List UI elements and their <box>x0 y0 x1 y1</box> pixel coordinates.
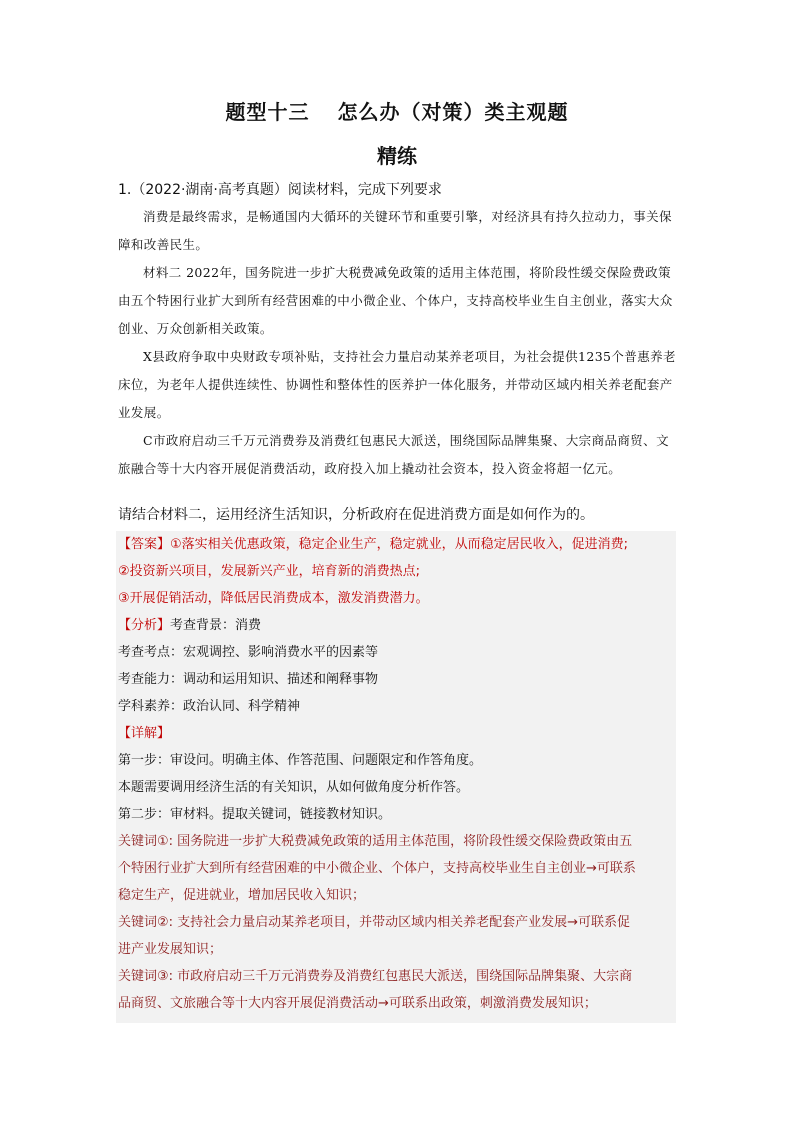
analysis-literacy: 学科素养：政治认同、科学精神 <box>118 699 301 714</box>
question-heading: 1.（2022·湖南·高考真题）阅读材料，完成下列要求 <box>118 182 442 198</box>
answer-line-2: ②投资新兴项目，发展新兴产业，培育新的消费热点; <box>118 564 421 579</box>
answer-text-1: ①落实相关优惠政策，稳定企业生产，稳定就业，从而稳定居民收入，促进消费; <box>170 537 629 552</box>
analysis-tag: 【分析】 <box>118 618 171 633</box>
answer-line-3: ③开展促销活动，降低居民消费成本，激发消费潜力。 <box>118 591 429 606</box>
page-subtitle: 精练 <box>377 144 417 168</box>
keyword-3-line-b: 品商贸、文旅融合等十大内容开展促消费活动→可联系出政策，刺激消费发展知识； <box>118 996 597 1011</box>
keyword-3-line-a: 关键词③: 市政府启动三千万元消费券及消费红包惠民大派送，围绕国际品牌集聚、大宗商 <box>118 969 633 984</box>
answer-tag: 【答案】 <box>118 537 171 552</box>
page-title <box>0 96 794 125</box>
detail-step1: 第一步：审设问。明确主体、作答范围、问题限定和作答角度。 <box>118 753 483 768</box>
material-paragraph-4: C市政府启动三千万元消费券及消费红包惠民大派送，围绕国际品牌集聚、大宗商品商贸、文旅融合等十大内容开展促消费活动，政府投入加上撬动社会资本，投入资金将超一亿元。 <box>118 433 669 476</box>
analysis-ability: 考查能力：调动和运用知识、描述和阐释事物 <box>118 672 379 687</box>
detail-tag: 【详解】 <box>118 726 171 741</box>
keyword-2-line-b: 进产业发展知识； <box>118 942 223 957</box>
question-prompt: 请结合材料二，运用经济生活知识，分析政府在促进消费方面是如何作为的。 <box>118 507 594 523</box>
analysis-line-1 <box>118 612 674 639</box>
detail-step1-note: 本题需要调用经济生活的有关知识，从如何做角度分析作答。 <box>118 780 470 795</box>
keyword-1-line-b: 个特困行业扩大到所有经营困难的中小微企业、个体户，支持高校毕业生自主创业→可联系 <box>118 861 636 876</box>
material-paragraph-2: 材料二 2022年，国务院进一步扩大税费减免政策的适用主体范围，将阶段性缓交保险费政策由五个特困行业扩大到所有经营困难的中小微企业、个体户，支持高校毕业生自主创业，落实大众创业、万众创新相关政策。 <box>118 265 673 336</box>
analysis-points: 考查考点：宏观调控、影响消费水平的因素等 <box>118 645 379 660</box>
answer-line-1 <box>118 531 674 558</box>
keyword-1-line-c: 稳定生产，促进就业，增加居民收入知识； <box>118 888 366 903</box>
detail-step2: 第二步：审材料。提取关键词，链接教材知识。 <box>118 807 392 822</box>
title-part1: 题型十三 <box>225 100 310 124</box>
keyword-2-line-a: 关键词②: 支持社会力量启动某养老项目，并带动区域内相关养老配套产业发展→可联系促 <box>118 915 631 930</box>
material-block <box>118 203 678 483</box>
material-paragraph-1: 消费是最终需求，是畅通国内大循环的关键环节和重要引擎，对经济具有持久拉动力，事关保障和改善民生。 <box>118 209 672 252</box>
title-part2: 怎么办（对策）类主观题 <box>337 100 569 124</box>
analysis-background: 考查背景：消费 <box>170 618 262 633</box>
material-paragraph-3: X县政府争取中央财政专项补贴，支持社会力量启动某养老项目，为社会提供1235个普惠养老床位，为老年人提供连续性、协调性和整体性的医养护一体化服务，并带动区域内相关养老配套产业发展。 <box>118 349 676 420</box>
keyword-1-line-a: 关键词①: 国务院进一步扩大税费减免政策的适用主体范围，将阶段性缓交保险费政策由五 <box>118 834 633 849</box>
